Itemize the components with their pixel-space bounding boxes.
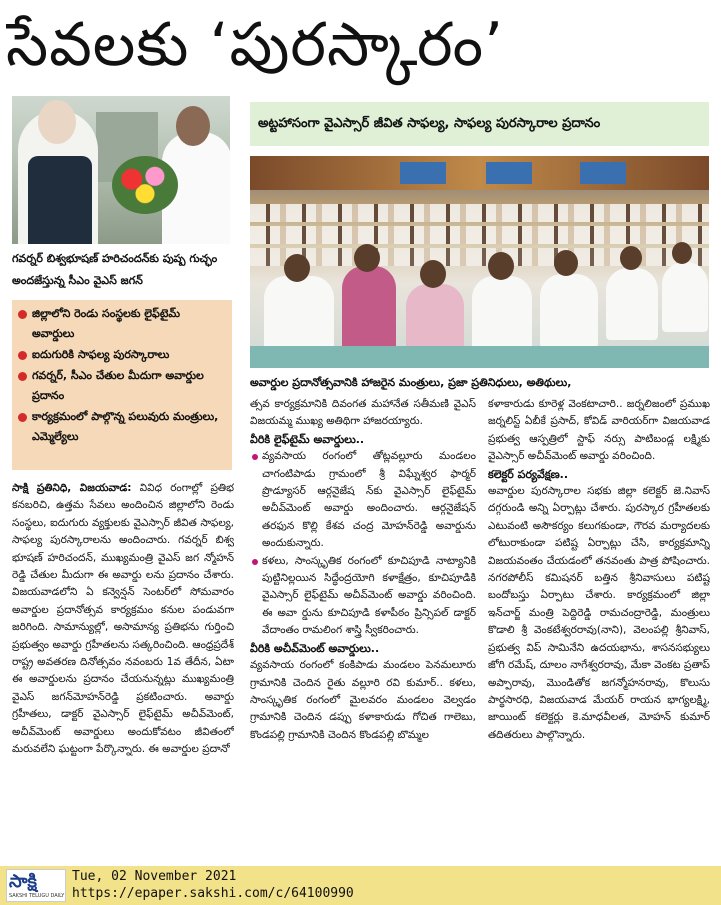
bouquet-image: [112, 156, 178, 214]
highlight-item: ఐదుగురికి సాఫల్య పురస్కారాలు: [18, 345, 226, 365]
bullet-icon: [18, 351, 27, 360]
article-column-1: [12, 480, 234, 852]
highlight-item: జిల్లాలోని రెండు సంస్థలకు లైఫ్‌టైమ్ అవార్డులు: [18, 304, 226, 344]
article-paragraph: అవార్డుల పురస్కారాల సభకు జిల్లా కలెక్టర్ జె.నివాస్ దగ్గరుండి అన్ని ఏర్పాట్లు చేశారు. పురస్కార గ్రహీతలకు ఎటువంటి అసౌకర్యం కలుగకుండా, గౌరవ మర్యాదలకు లోటురాకుండా పటిష్ట ఏర్పాట్లు చేసి, కార్యక్రమాన్ని విజయవంతం చేయడంలో తనవంతు పాత్ర పోషించారు. నగరపోలీస్ కమిషనర్ బత్తిన శ్రీనివాసులు పటిష్ట బందోబస్తు ఏర్పాటు చేశారు. కార్యక్రమంలో జిల్లా ఇన్‌చార్జ్ మంత్రి పెద్దిరెడ్డి రామచంద్రారెడ్డి, మంత్రులు కొడాలి శ్రీ వెంకటేశ్వరరావు(నాని), వెలంపల్లి శ్రీనివాస్, ప్రభుత్వ విప్ సామినేని ఉదయభాను, శాసనసభ్యులు జోగి రమేష్, దూలం నాగేశ్వరరావు, మేకా వెంకట ప్రతాప్ అప్పారావు, మొండితోక జగన్మోహనరావు, కొలుసు పార్థసారధి, విజయవాడ మేయర్ రాయన భాగ్యలక్ష్మి, జాయింట్ కలెక్టర్లు కె.మాధవీలత, మోహన్ కుమార్ తదితరులు పాల్గొన్నారు.: [488, 485, 710, 741]
sakshi-logo[interactable]: [6, 869, 66, 902]
bullet-icon: [18, 413, 27, 422]
section-heading: వీరికి లైఫ్‌టైమ్ అవార్డులు..: [250, 432, 365, 446]
headline: సేవలకు ‘పురస్కారం’: [6, 10, 505, 80]
issue-date: Tue, 02 November 2021: [72, 869, 237, 884]
section-heading: వీరికి అచీవ్‌మెంట్ అవార్డులు..: [250, 641, 380, 655]
sub-headline-banner: అట్టహాసంగా వైఎస్సార్ జీవిత సాఫల్య, సాఫల్య పురస్కారాల ప్రదానం: [250, 102, 709, 146]
bullet-paragraph: వ్యవసాయ రంగంలో తోట్లవల్లూరు మండలం చాగంటిపాడు గ్రామంలో శ్రీ విఘ్నేశ్వర ఫార్మర్ ప్రొడ్యూసర్ ఆర్గనైజేష న్‌కు వైఎస్సార్ లైఫ్‌టైమ్ అచీవ్‌మెంట్ అవార్డు అందించారు. ఆర్గనైజేషన్ తరఫున కొల్లి కేశవ చంద్ర మోహన్‌రెడ్డి అవార్డును అందుకున్నారు.: [250, 448, 476, 552]
highlight-item: గవర్నర్, సీఎం చేతుల మీదుగా అవార్డుల ప్రదానం: [18, 366, 226, 406]
bullet-icon: [18, 310, 27, 319]
logo-mark: సాక్షి: [9, 871, 37, 892]
article-column-2: [250, 396, 476, 852]
photo-caption-left: గవర్నర్ బిశ్వభూషణ్ హరిచందన్‌కు పుష్ప గుచ్ఛం అందజేస్తున్న సీఎం వైఎస్ జగన్: [12, 252, 218, 287]
audience-photo: [250, 156, 709, 368]
article-paragraph: సాక్షి ప్రతినిధి, విజయవాడ: వివిధ రంగాల్లో ప్రతిభ కనబరిచి, ఉత్తమ సేవలు అందించిన జిల్లాలోని రెండు సంస్థలు, ఐదుగురు వ్యక్తులకు వైఎస్సార్ జీవిత సాఫల్య, సాఫల్య పురస్కారాలను అందించారు. గవర్నర్ బిశ్వ భూషణ్ హరిచందన్, ముఖ్యమంత్రి వైఎస్ జగ న్మోహన్ రెడ్డి చేతుల మీదుగా ఈ అవార్డు లను ప్రదానం చేశారు. విజయవాడలోని ఏ కన్వెన్షన్ సెంటర్‌లో సోమవారం అవార్డుల ప్రదానోత్సవ కార్యక్రమం కనుల పండువగా జరిగింది. సామాన్యుల్లో, అసామాన్య ప్రతిభను గుర్తించి ప్రభుత్వం అవార్డు గ్రహీతలను సత్కరించింది. ఆంధ్రప్రదేశ్ రాష్ట్ర అవతరణ దినోత్సవం నవంబరు 1వ తేదీన, ఏటా ఈ అవార్డులను ప్రదానం చేయనున్నట్లు ముఖ్యమంత్రి వైఎస్ జగన్‌మోహన్‌రెడ్డి ప్రకటించారు. అవార్డు గ్రహీతలు, డాక్టర్ వైఎస్సార్ లైఫ్‌టైమ్ అచీవ్‌మెంట్, అచీవ్‌మెంట్ అవార్డులు అందుకోవటం జీవితంలో మరువలేని ఘట్టంగా పేర్కొన్నారు. ఈ అవార్డుల ప్రదానో: [12, 482, 234, 756]
bullet-paragraph: కళలు, సాంస్కృతిక రంగంలో కూచిపూడి నాట్యానికి పుట్టినిల్లయిన సిద్ధేంద్రయోగి కళాక్షేత్రం, కూచిపూడికి వైఎస్సార్ లైఫ్‌టైమ్ అచీవ్‌మెంట్ అవార్డు వరించింది. ఈ అవా ర్డును కూచిపూడి కళాపీఠం ప్రిన్సిపల్ డాక్టర్ వేదాంతం రామలింగ శాస్త్రి స్వీకరించారు.: [250, 553, 476, 640]
highlights-box: [12, 300, 232, 470]
article-paragraph: త్సవ కార్యక్రమానికి దివంగత మహానేత సతీమణి వైఎస్ విజయమ్మ ముఖ్య అతిథిగా హాజరయ్యారు.: [250, 398, 476, 428]
epaper-link[interactable]: https://epaper.sakshi.com/c/64100990: [72, 886, 354, 901]
governor-cm-photo: [12, 96, 230, 244]
article-column-3: [488, 396, 710, 852]
footer-bar: [0, 866, 721, 905]
logo-subtitle: SAKSHI TELUGU DAILY: [9, 893, 65, 899]
dateline: సాక్షి ప్రతినిధి, విజయవాడ:: [12, 482, 132, 494]
article-paragraph: కళాకారుడు కూరెళ్ల వెంకటాచారి.. జర్నలిజంలో ప్రముఖ జర్నలిస్ట్ ఏబీకే ప్రసాద్, కోవిడ్ వారియర్‌గా విజయవాడ ప్రభుత్వ ఆస్పత్రిలో స్టాఫ్ నర్సు పాటిబండ్ల లక్ష్మికు వైఎస్సార్ అచీవ్‌మెంట్ అవార్డు వరించింది.: [488, 398, 710, 463]
section-heading: కలెక్టర్ పర్యవేక్షణ..: [488, 467, 569, 481]
article-paragraph: వ్యవసాయ రంగంలో కంకిపాడు మండలం పెనమలూరు గ్రామానికి చెందిన రైతు వల్లూరి రవి కుమార్‌.. కళలు, సాంస్కృతిక రంగంలో మైలవరం మండలం వెల్వడం గ్రామానికి చెందిన డప్పు కళాకారుడు గోచిత గాలెబు, కొండపల్లి గ్రామానికి చెందిన కొండపల్లి బొమ్మల: [250, 659, 476, 741]
bullet-icon: [18, 372, 27, 381]
photo-caption-main: అవార్డుల ప్రదానోత్సవానికి హాజరైన మంత్రులు, ప్రజా ప్రతినిధులు, అతిథులు,: [250, 376, 572, 389]
highlight-item: కార్యక్రమంలో పాల్గొన్న పలువురు మంత్రులు, ఎమ్మెల్యేలు: [18, 407, 226, 447]
